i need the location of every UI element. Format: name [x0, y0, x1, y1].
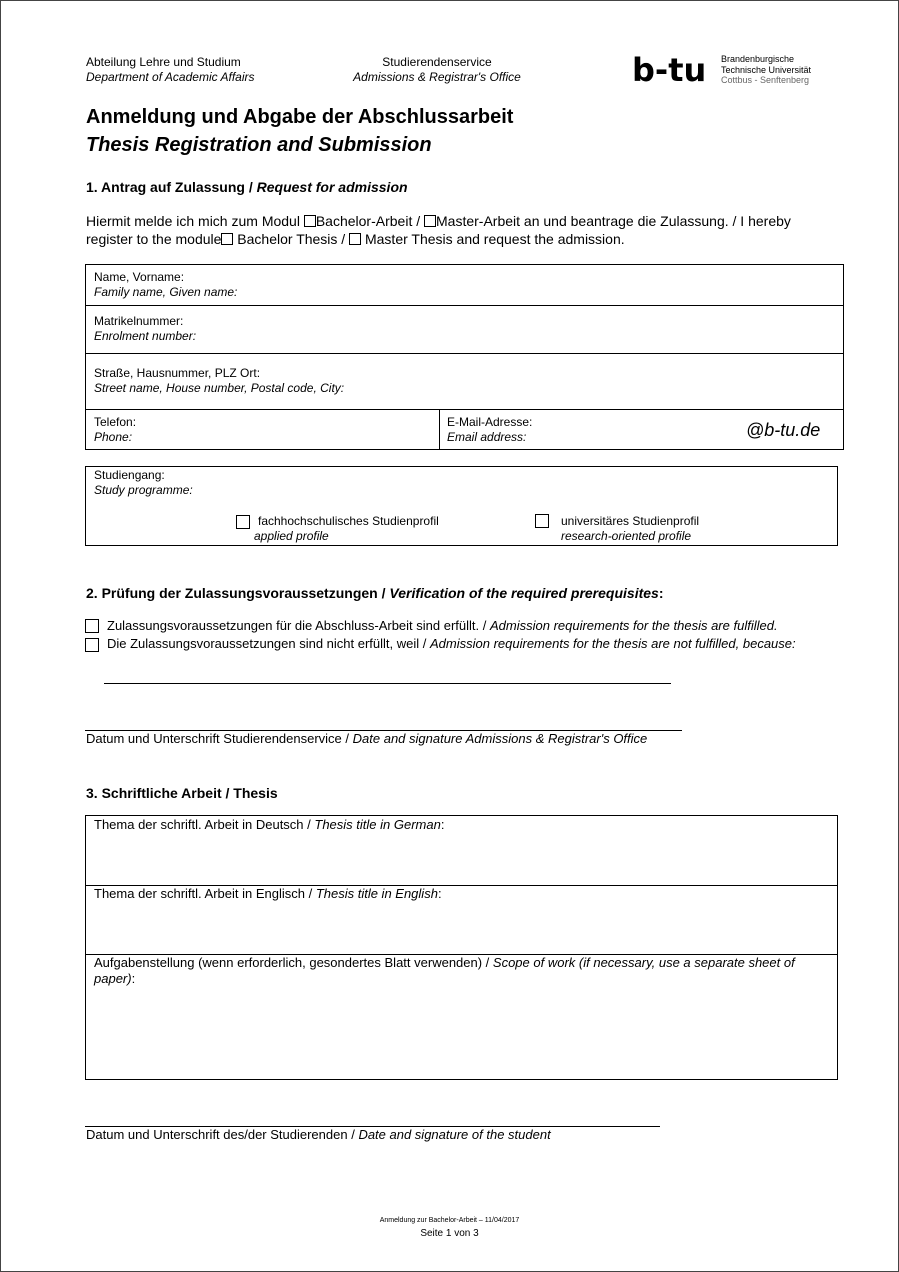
scope-label-de: Aufgabenstellung (wenn erforderlich, gesondertes Blatt verwenden) /	[94, 955, 493, 970]
title-de: Anmeldung und Abgabe der Abschlussarbeit	[86, 106, 514, 128]
university-logo	[632, 52, 812, 93]
thesis-title-german-colon: :	[440, 817, 445, 832]
enrolment-label-de: Matrikelnummer:	[94, 314, 184, 328]
research-profile-de: universitäres Studienprofil	[561, 514, 700, 528]
research-profile-en: research-oriented profile	[561, 529, 692, 543]
thesis-title-german-label-de: Thema der schriftl. Arbeit in Deutsch /	[94, 817, 315, 832]
section1-heading-en: Request for admission	[256, 179, 408, 195]
applied-profile-en: applied profile	[254, 529, 329, 543]
thesis-title-english-colon: :	[437, 886, 442, 901]
university-name	[721, 54, 831, 86]
email-domain: @b-tu.de	[746, 420, 821, 440]
module-text-e: Bachelor Thesis /	[233, 231, 350, 247]
logo-mark-text: b-tu	[632, 52, 707, 88]
scope-line-1	[94, 955, 834, 971]
requirements-fulfilled-de: Zulassungsvoraussetzungen für die Abschluss-Arbeit sind erfüllt. /	[107, 618, 490, 633]
bachelor-checkbox-de[interactable]	[304, 215, 316, 227]
office-signature-de: Datum und Unterschrift Studierendenservice /	[86, 731, 353, 746]
bachelor-checkbox-en[interactable]	[221, 233, 233, 245]
scope-label-en-2: paper)	[94, 971, 132, 986]
requirements-not-fulfilled-de: Die Zulassungsvoraussetzungen sind nicht erfüllt, weil /	[107, 636, 430, 651]
requirements-fulfilled-en: Admission requirements for the thesis are fulfilled.	[489, 618, 778, 633]
footer-page-number: Seite 1 von 3	[420, 1228, 479, 1239]
module-line-2	[86, 231, 625, 248]
requirements-fulfilled-checkbox[interactable]	[85, 619, 99, 633]
address-label-en: Street name, House number, Postal code, City:	[94, 381, 345, 395]
office-de: Studierendenservice	[382, 55, 492, 69]
office-en: Admissions & Registrar's Office	[353, 70, 521, 84]
phone-field[interactable]	[94, 415, 434, 447]
module-text-f: Master Thesis and request the admission.	[361, 231, 625, 247]
department-en: Department of Academic Affairs	[86, 70, 255, 84]
scope-line-2	[94, 971, 834, 987]
requirements-not-fulfilled-label	[107, 636, 796, 651]
master-checkbox-de[interactable]	[424, 215, 436, 227]
student-signature-de: Datum und Unterschrift des/der Studierenden /	[86, 1127, 359, 1142]
thesis-table	[85, 815, 838, 1080]
address-label-de: Straße, Hausnummer, PLZ Ort:	[94, 366, 261, 380]
office-signature-label	[86, 731, 647, 746]
section2-heading-en: Verification of the required prerequisites	[389, 585, 659, 601]
student-signature-en: Date and signature of the student	[358, 1127, 551, 1142]
email-field[interactable]	[447, 415, 837, 447]
office-signature-en: Date and signature Admissions & Registrar's Office	[352, 731, 648, 746]
scope-label-en-1: Scope of work (if necessary, use a separate sheet of	[492, 955, 795, 970]
research-profile-label	[561, 514, 699, 544]
email-label-en: Email address:	[447, 430, 527, 444]
applied-profile-checkbox[interactable]	[236, 515, 250, 529]
thesis-title-english-field[interactable]	[94, 886, 829, 952]
module-text-c: Master-Arbeit an und beantrage die Zulassung. / I hereby	[436, 213, 791, 229]
section3-heading: 3. Schriftliche Arbeit / Thesis	[86, 785, 278, 801]
scope-of-work-field[interactable]	[94, 955, 834, 1077]
section2-heading	[86, 585, 664, 602]
module-text-d: register to the module	[86, 231, 222, 247]
thesis-title-english-label-de: Thema der schriftl. Arbeit in Englisch /	[94, 886, 316, 901]
address-field[interactable]	[94, 366, 834, 406]
enrolment-field[interactable]	[94, 314, 834, 350]
requirements-fulfilled-label	[107, 618, 778, 633]
phone-label-en: Phone:	[94, 430, 133, 444]
study-programme-label-de: Studiengang:	[94, 468, 165, 482]
student-signature-label	[86, 1127, 551, 1142]
name-label-de: Name, Vorname:	[94, 270, 185, 284]
name-label-en: Family name, Given name:	[94, 285, 238, 299]
study-programme-label-en: Study programme:	[94, 483, 193, 497]
header-office	[352, 55, 522, 85]
study-programme-label	[94, 468, 193, 498]
requirements-not-fulfilled-en: Admission requirements for the thesis are not fulfilled, because:	[430, 636, 796, 651]
section1-heading-de: 1. Antrag auf Zulassung /	[86, 179, 257, 195]
requirements-not-fulfilled-checkbox[interactable]	[85, 638, 99, 652]
footer-doc-ref: Anmeldung zur Bachelor-Arbeit – 11/04/2017	[379, 1217, 520, 1224]
thesis-title-german-label-en: Thesis title in German	[314, 817, 441, 832]
university-name-line1: Brandenburgische	[721, 54, 795, 64]
module-text-b: Bachelor-Arbeit /	[315, 213, 425, 229]
research-profile-checkbox[interactable]	[535, 514, 549, 528]
module-line-1	[86, 213, 791, 230]
email-label-de: E-Mail-Adresse:	[447, 415, 533, 429]
department-de: Abteilung Lehre und Studium	[86, 55, 241, 69]
thesis-title-german-field[interactable]	[94, 817, 829, 883]
section2-heading-de: 2. Prüfung der Zulassungsvoraussetzungen /	[86, 585, 390, 601]
thesis-title-english-label-en: Thesis title in English	[315, 886, 438, 901]
scope-colon: :	[131, 971, 136, 986]
study-programme-box	[85, 466, 838, 546]
master-checkbox-en[interactable]	[349, 233, 361, 245]
personal-data-table	[85, 264, 844, 450]
enrolment-label-en: Enrolment number:	[94, 329, 197, 343]
module-text-a: Hiermit melde ich mich zum Modul	[86, 213, 304, 229]
header-department	[86, 55, 255, 85]
btu-logo-mark	[632, 52, 712, 88]
title-en: Thesis Registration and Submission	[86, 134, 432, 156]
section1-heading	[86, 179, 408, 196]
section2-heading-colon: :	[658, 585, 664, 601]
university-name-line3: Cottbus - Senftenberg	[721, 75, 810, 85]
applied-profile-label	[254, 514, 439, 544]
university-name-line2: Technische Universität	[721, 64, 812, 75]
applied-profile-de: fachhochschulisches Studienprofil	[258, 514, 439, 528]
reason-line[interactable]	[104, 683, 671, 684]
phone-label-de: Telefon:	[94, 415, 137, 429]
name-field[interactable]	[94, 270, 834, 304]
